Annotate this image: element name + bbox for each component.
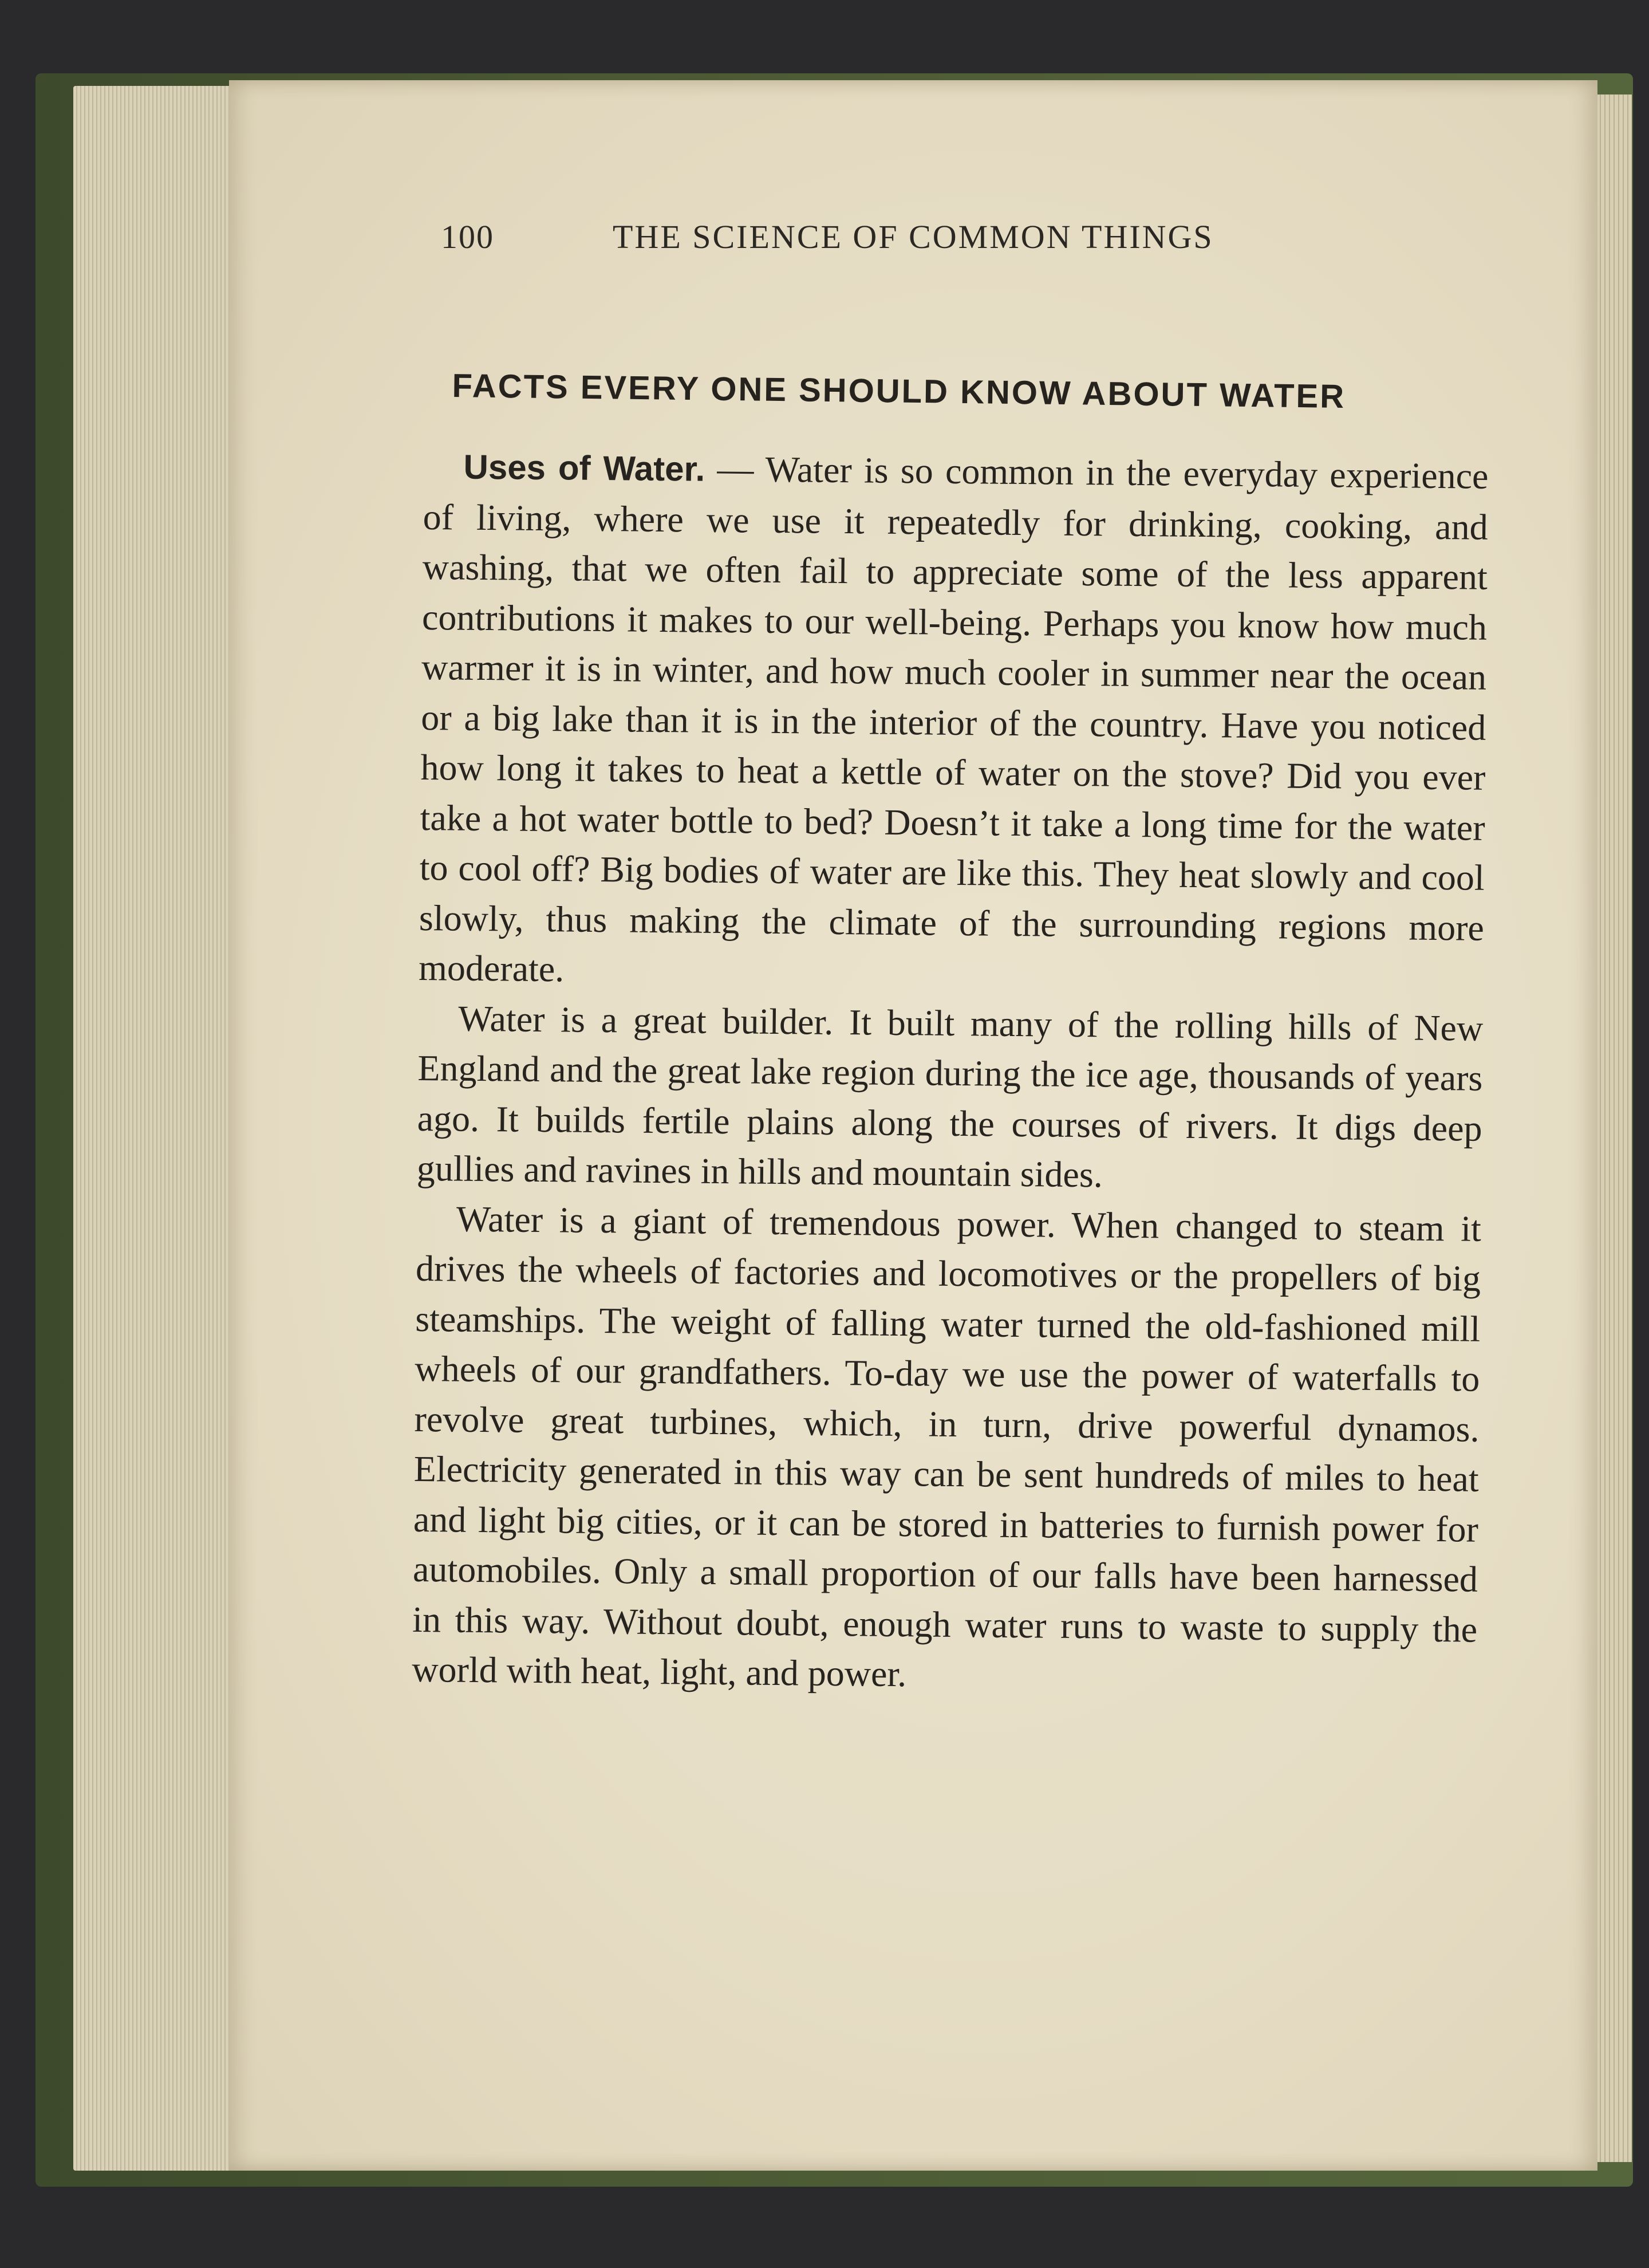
page-edges-left <box>73 86 239 2171</box>
section-title: FACTS EVERY ONE SHOULD KNOW ABOUT WATER <box>452 367 1346 416</box>
paragraph <box>412 1193 1481 1704</box>
body-text <box>412 441 1489 1704</box>
page-edges-right <box>1592 94 1632 2162</box>
run-in-heading: Uses of Water. <box>463 447 705 489</box>
page-header <box>441 218 1334 258</box>
paragraph <box>416 993 1483 1203</box>
paragraph <box>419 441 1489 1003</box>
running-head: THE SCIENCE OF COMMON THINGS <box>613 218 1214 255</box>
paragraph-text: Water is a great builder. It built many of the rolling hills of New England and the great lake region during the ice age, thousands of years ago. It builds fertile plains along the courses of rivers. It digs deep gullies and ravines in hills and mountain sides. <box>416 998 1484 1195</box>
paragraph-text: — Water is so common in the everyday experience of living, where we use it repeatedly for drinking, cooking, and washing, that we often fail to appreciate some of the less apparent contributions it makes to our well-being. Perhaps you know how much warmer it is in winter, and how much cooler in summer near the ocean or a big lake than it is in the interior of the country. Have you noticed how long it takes to heat a kettle of water on the stove? Did you ever take a hot water bottle to bed? Doesn’t it take a long time for the water to cool off? Big bodies of water are like this. They heat slowly and cool slowly, thus making the climate of the surrounding regions more moderate. <box>418 448 1489 990</box>
page-number: 100 <box>441 218 494 255</box>
paragraph-text: Water is a giant of tremendous power. When changed to steam it drives the wheels of factories and locomotives or the propellers of big steamships. The weight of falling water turned the old-fashioned mill wheels of our grandfathers. To-day we use the power of waterfalls to revolve great turbines, which, in turn, drive powerful dynamos. Electricity generated in this way can be sent hundreds of miles to heat and light big cities, or it can be stored in batteries to furnish power for automobiles. Only a small proportion of our falls have been harnessed in this way. Without doubt, enough water runs to waste to supply the world with heat, light, and power. <box>412 1198 1482 1695</box>
